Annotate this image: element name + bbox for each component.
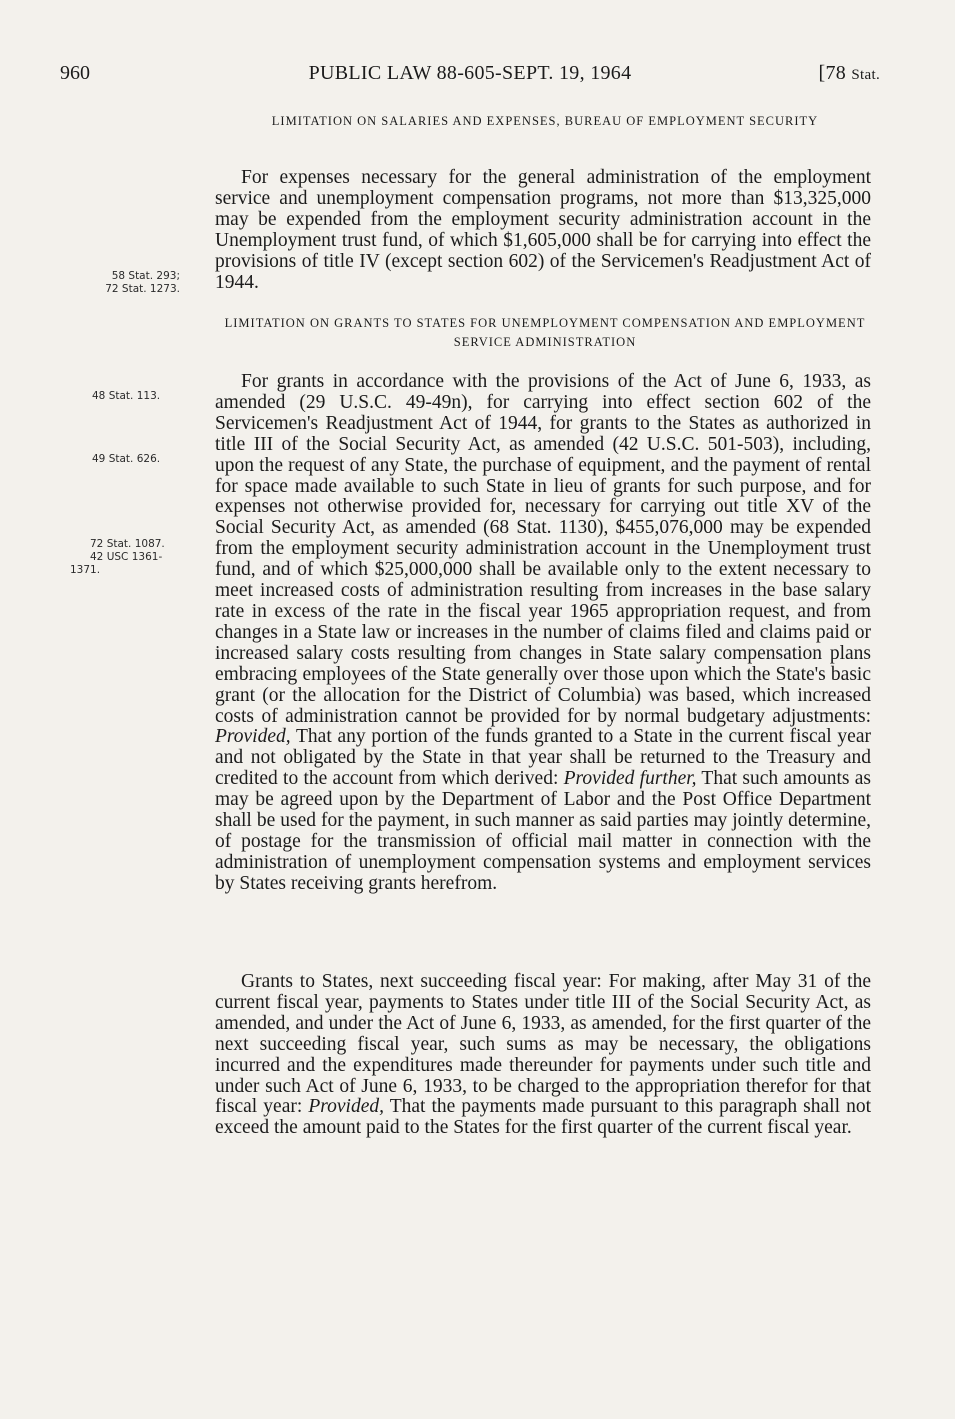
- margin-note-4-line-2: 42 USC 1361-: [90, 551, 163, 563]
- proviso-provided-2: Provided,: [308, 1096, 384, 1118]
- proviso-provided: Provided,: [215, 726, 291, 748]
- next-year-text-part-a: Grants to States, next succeeding fiscal year: For making, after May 31 of the current fiscal year, payments to States under title III of the Social Security Act, as amended, and under the Act of June 6, 1933, as amended, for the first quarter of the next succeeding fiscal year, such sums as may be necessary, the obligations incurred and the expenditures made thereunder for payments under such title and under such Act of June 6, 1933, to be charged to the appropriation therefor for that fiscal year:: [215, 971, 871, 1118]
- section-heading-salaries: LIMITATION ON SALARIES AND EXPENSES, BUREAU OF EMPLOYMENT SECURITY: [271, 114, 819, 128]
- paragraph-grants: [215, 372, 871, 895]
- margin-note-2: 48 Stat. 113.: [92, 390, 161, 402]
- paragraph-salaries: For expenses necessary for the general administration of the employment service and unemployment compensation programs, not more than $13,325,000 may be expended from the employment security administration account in the Unemployment trust fund, of which $1,605,000 shall be for carrying into effect the provisions of title IV (except section 602) of the Servicemen's Readjustment Act of 1944.: [215, 167, 871, 293]
- margin-note-4-line-3: 1371.: [70, 564, 101, 576]
- margin-note-1: [70, 270, 180, 296]
- page-header: [60, 62, 880, 90]
- grants-text-part-c: That such amounts as may be agreed upon by the Department of Labor and the Post Office Department shall be used for the payment, in such manner as said parties may jointly determine, of postage for the transmission of official mail matter in connection with the administration of unemployment compensation systems and employment services by States receiving grants herefrom.: [215, 768, 871, 894]
- grants-text-part-a: For grants in accordance with the provisions of the Act of June 6, 1933, as amended (29 U.S.C. 49-49n), for carrying into effect section 602 of the Servicemen's Readjustment Act of 1944, for grants to the States as authorized in title III of the Social Security Act, as amended (42 U.S.C. 501-503), including, upon the request of any State, the purchase of equipment, and the payment of rental for space made available to such State in lieu of grants for such purpose, and for expenses not otherwise provided for, necessary for carrying out title XV of the Social Security Act, as amended (68 Stat. 1130), $455,076,000 may be expended from the employment security administration account in the Unemployment trust fund, and of which $25,000,000 shall be available only to the extent necessary to meet increased costs of administration resulting from increases in the base salary rate in excess of the rate in the fiscal year 1965 appropriation request, and from changes in a State law or increases in the number of claims filed and claims paid or increased salary costs resulting from changes in State salary compensation plans embracing employees of the State generally over those upon which the State's basic grant (or the allocation for the District of Columbia) was based, which increased costs of administration cannot be provided for by normal budgetary adjustments:: [215, 371, 871, 727]
- margin-note-1-line-1: 58 Stat. 293;: [111, 270, 180, 282]
- margin-note-4: [70, 538, 210, 577]
- paragraph-next-fiscal-year: [215, 972, 871, 1139]
- margin-note-3: 49 Stat. 626.: [92, 453, 161, 465]
- section-heading-grants: LIMITATION ON GRANTS TO STATES FOR UNEMPLOYMENT COMPENSATION AND EMPLOYMENT SERVICE ADMINISTRATION: [224, 316, 866, 349]
- statute-reference: [819, 62, 880, 85]
- grants-text-part-b: That any portion of the funds granted to a State in the current fiscal year and not obligated by the State in that year shall be returned to the Treasury and credited to the account from which derived:: [215, 726, 871, 790]
- statute-prefix: [78: [818, 62, 852, 84]
- margin-note-4-line-1: 72 Stat. 1087.: [90, 538, 165, 550]
- page-number: 960: [60, 62, 90, 84]
- statute-suffix: Stat.: [851, 67, 880, 83]
- next-year-text-part-b: That the payments made pursuant to this paragraph shall not exceed the amount paid to the States for the first quarter of the current fiscal year.: [215, 1096, 871, 1139]
- margin-note-1-line-2: 72 Stat. 1273.: [105, 283, 180, 295]
- proviso-provided-further: Provided further,: [563, 768, 697, 790]
- running-title: PUBLIC LAW 88-605-SEPT. 19, 1964: [308, 62, 632, 84]
